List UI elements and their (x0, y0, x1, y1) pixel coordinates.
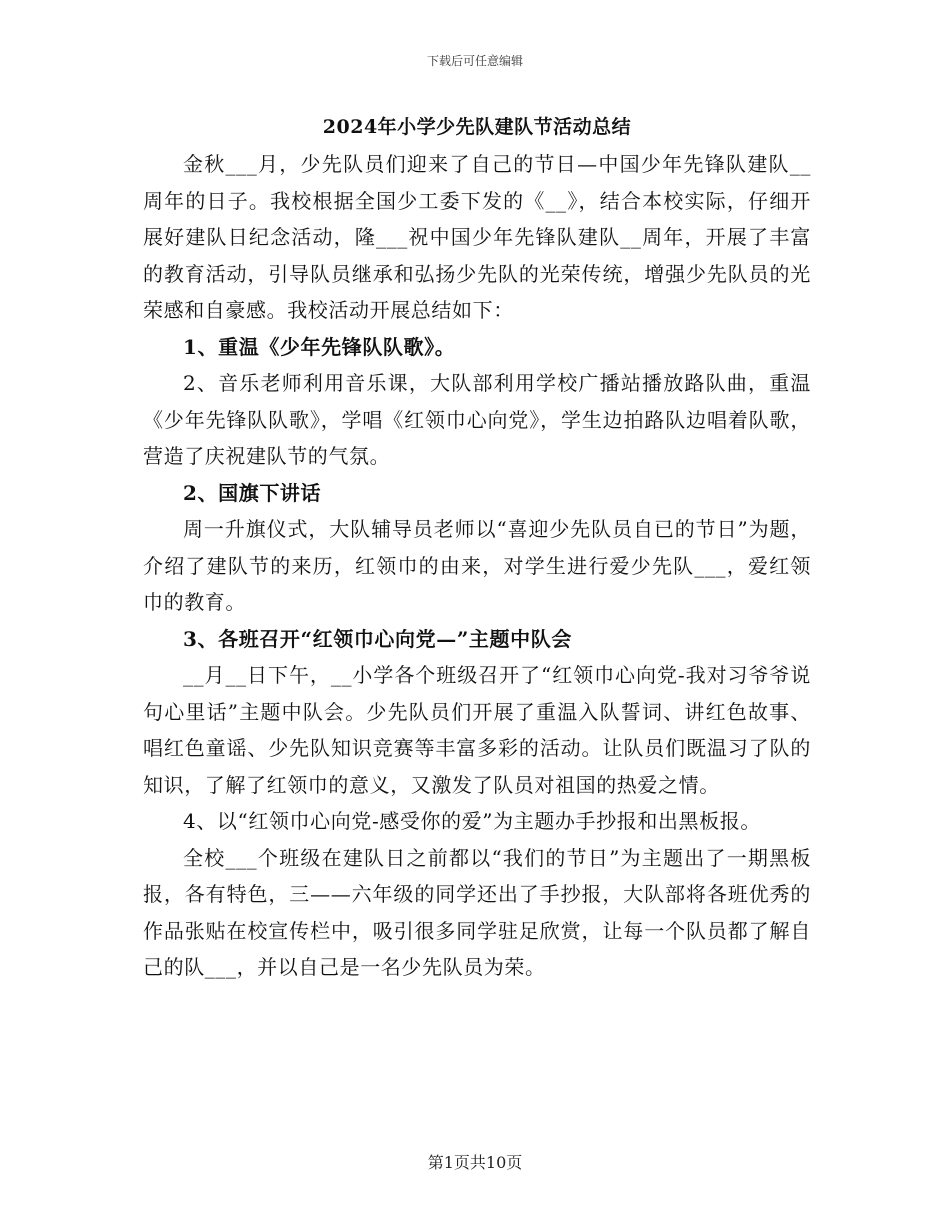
paragraph-flag-ceremony: 周一升旗仪式，大队辅导员老师以“喜迎少先队员自已的节日”为题，介绍了建队节的来历，红领巾的由来，对学生进行爱少先队___，爱红领巾的教育。 (143, 517, 811, 614)
intro-paragraph: 金秋___月，少先队员们迎来了自己的节日—中国少年先锋队建队__周年的日子。我校根据全国少工委下发的《__》，结合本校实际，仔细开展好建队日纪念活动，隆___祝中国少年先锋队建队__周年，开展了丰富的教育活动，引导队员继承和弘扬少先队的光荣传统，增强少先队员的光荣感和自豪感。我校活动开展总结如下： (143, 152, 811, 322)
page-footer: 第1页共10页 (427, 1153, 523, 1172)
header-note: 下载后可任意编辑 (426, 54, 523, 68)
section-heading-1: 1、重温《少年先锋队队歌》。 (183, 334, 456, 359)
paragraph-music-class: 2、音乐老师利用音乐课，大队部利用学校广播站播放路队曲，重温《少年先锋队队歌》，学唱《红领巾心向党》，学生边拍路队边唱着队歌，营造了庆祝建队节的气氛。 (143, 371, 811, 468)
section-heading-2: 2、国旗下讲话 (183, 480, 322, 505)
paragraph-blackboard: 全校___个班级在建队日之前都以“我们的节日”为主题出了一期黑板报，各有特色，三——六年级的同学还出了手抄报，大队部将各班优秀的作品张贴在校宣传栏中，吸引很多同学驻足欣赏，让每一个队员都了解自己的队___，并以自己是一名少先队员为荣。 (143, 845, 811, 979)
paragraph-class-meeting: __月__日下午，__小学各个班级召开了“红领巾心向党-我对习爷爷说句心里话”主题中队会。少先队员们开展了重温入队誓词、讲红色故事、唱红色童谣、少先队知识竞赛等丰富多彩的活动。让队员们既温习了队的知识，了解了红领巾的意义，又激发了队员对祖国的热爱之情。 (143, 663, 811, 797)
document-title: 2024年小学少先队建队节活动总结 (322, 116, 632, 138)
document-body (143, 110, 811, 986)
paragraph-posters-heading: 4、以“红领巾心向党-感受你的爱”为主题办手抄报和出黑板报。 (183, 809, 761, 833)
section-heading-3: 3、各班召开“红领巾心向党—”主题中队会 (183, 626, 572, 651)
